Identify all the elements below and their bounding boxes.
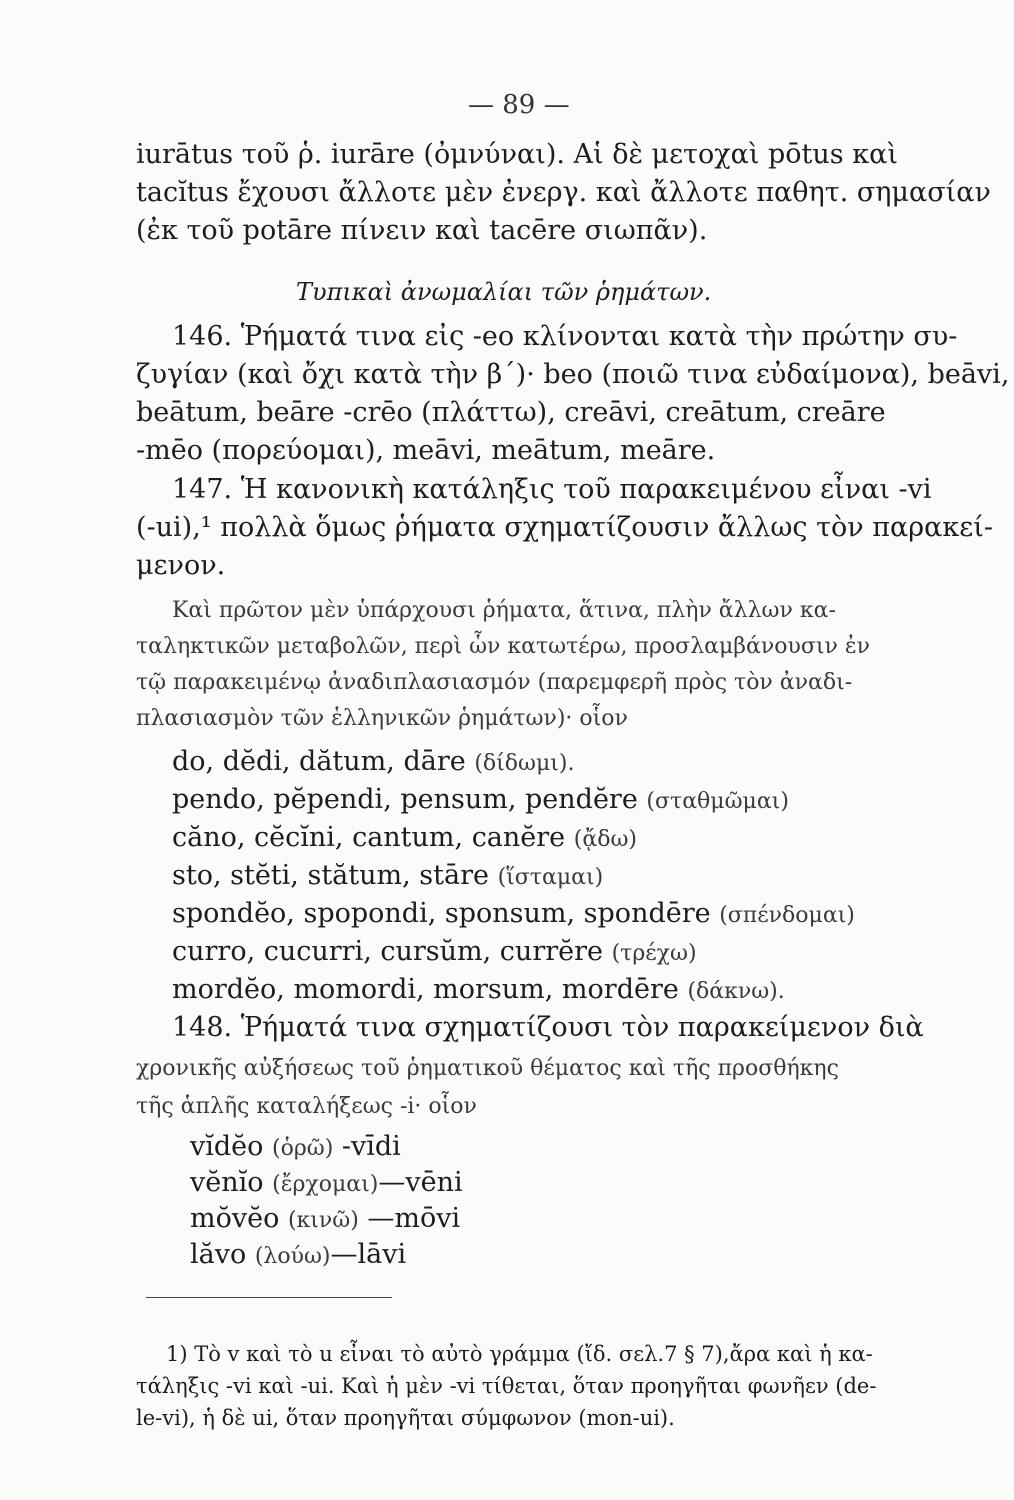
verb-greek: (ἔρχομαι) [272, 1172, 379, 1197]
footnote-line-3: le-vi), ἡ δὲ ui, ὅταν προηγῆται σύμφωνον (mon-ui). [136, 1406, 675, 1430]
section-146-line-3: beātum, beāre -crēo (πλάττω), creāvi, creātum, creāre [136, 397, 886, 428]
section-147-line-1: 147. Ἡ κανονικὴ κατάληξις τοῦ παρακειμένου εἶναι -vi [172, 474, 932, 505]
verb-greek: (ἵσταμαι) [497, 865, 604, 890]
section-148-line-3: τῆς ἁπλῆς καταλήξεως -i· οἷον [136, 1094, 477, 1119]
verb-greek: (δίδωμι). [474, 751, 575, 776]
verb-latin: căno, cĕcĭni, cantum, canĕre [172, 822, 566, 853]
verb-augment-1 [190, 1130, 401, 1166]
section-147-line-3: μενον. [136, 550, 226, 581]
section-147-line-2: (-ui),¹ πολλὰ ὅμως ῥήματα σχηματίζουσιν ἄλλως τὸν παρακεί- [136, 512, 993, 543]
verb-latin: pendo, pĕpendi, pensum, pendĕre [172, 784, 638, 815]
section-148-line-1: 148. Ῥήματά τινα σχηματίζουσι τὸν παρακείμενον διὰ [172, 1012, 924, 1043]
footnote-line-2: τάληξις -vi καὶ -ui. Καὶ ἡ μὲν -vi τίθεται, ὅταν προηγῆται φωνῆεν (de- [136, 1374, 877, 1398]
verb-latin: spondĕo, spopondi, sponsum, spondēre [172, 898, 711, 929]
verb-greek: (σπένδομαι) [719, 903, 855, 928]
verb-latin: lăvo [190, 1239, 247, 1270]
verb-latin: sto, stĕti, stătum, stāre [172, 860, 489, 891]
verb-reduplication-2 [172, 783, 789, 819]
verb-latin: mordĕo, momordi, morsum, mordēre [172, 974, 679, 1005]
verb-greek: (λούω) [254, 1244, 331, 1269]
section-146-line-2: ζυγίαν (καὶ ὄχι κατὰ τὴν β´)· beo (ποιῶ τινα εὐδαίμονα), beāvi, [136, 359, 1010, 390]
verb-perfect: -vīdi [341, 1131, 401, 1162]
verb-latin: vĭdĕo [190, 1131, 264, 1162]
verb-reduplication-4 [172, 859, 603, 895]
verb-greek: (δάκνω). [687, 979, 785, 1004]
verb-greek: (τρέχω) [611, 941, 697, 966]
verb-perfect: —lāvi [330, 1239, 407, 1270]
verb-reduplication-3 [172, 821, 637, 857]
verb-greek: (ᾄδω) [573, 827, 637, 852]
verb-augment-4 [190, 1238, 406, 1274]
section-147b-line-3: τῷ παρακειμένῳ ἀναδιπλασιασμόν (παρεμφερῆ πρὸς τὸν ἀναδι- [136, 670, 853, 695]
verb-perfect: —vēni [378, 1167, 463, 1198]
section-147b-line-1: Καὶ πρῶτον μὲν ὑπάρχουσι ῥήματα, ἅτινα, πλὴν ἄλλων κα- [172, 598, 836, 623]
verb-augment-2 [190, 1166, 463, 1202]
verb-greek: (κινῶ) [287, 1208, 359, 1233]
footnote-line-1: 1) Τὸ v καὶ τὸ u εἶναι τὸ αὐτὸ γράμμα (ἴδ. σελ.7 § 7),ἄρα καὶ ἡ κα- [166, 1342, 873, 1366]
intro-line-2: tacĭtus ἔχουσι ἄλλοτε μὲν ἐνεργ. καὶ ἄλλοτε παθητ. σημασίαν [136, 177, 991, 208]
verb-reduplication-1 [172, 745, 574, 781]
verb-augment-3 [190, 1202, 460, 1238]
verb-latin: do, dĕdi, dătum, dāre [172, 746, 466, 777]
section-heading: Τυπικαὶ ἀνωμαλίαι τῶν ῥημάτων. [296, 278, 712, 306]
verb-greek: (σταθμῶμαι) [646, 789, 789, 814]
section-148-line-2: χρονικῆς αὐξήσεως τοῦ ῥηματικοῦ θέματος καὶ τῆς προσθήκης [136, 1056, 839, 1081]
verb-latin: curro, cucurri, cursŭm, currĕre [172, 936, 603, 967]
footnote-divider [146, 1297, 392, 1298]
section-146-line-1: 146. Ῥήματά τινα εἰς -eo κλίνονται κατὰ τὴν πρώτην συ- [172, 321, 958, 352]
verb-reduplication-5 [172, 897, 855, 933]
intro-line-1: iurātus τοῦ ῥ. iurāre (ὀμνύναι). Αἱ δὲ μετοχαὶ pōtus καὶ [136, 139, 898, 170]
intro-line-3: (ἐκ τοῦ potāre πίνειν καὶ tacēre σιωπᾶν). [136, 215, 708, 246]
verb-latin: mŏvĕo [190, 1203, 280, 1234]
verb-reduplication-7 [172, 973, 785, 1009]
section-147b-line-4: πλασιασμὸν τῶν ἑλληνικῶν ῥημάτων)· οἷον [136, 706, 628, 731]
verb-reduplication-6 [172, 935, 697, 971]
page-number: — 89 — [468, 90, 570, 120]
verb-latin: vĕnĭo [190, 1167, 264, 1198]
verb-greek: (ὁρῶ) [272, 1136, 334, 1161]
verb-perfect: —mōvi [367, 1203, 461, 1234]
section-146-line-4: -mēo (πορεύομαι), meāvi, meātum, meāre. [136, 435, 716, 466]
section-147b-line-2: ταληκτικῶν μεταβολῶν, περὶ ὧν κατωτέρω, προσλαμβάνουσιν ἐν [136, 634, 871, 659]
